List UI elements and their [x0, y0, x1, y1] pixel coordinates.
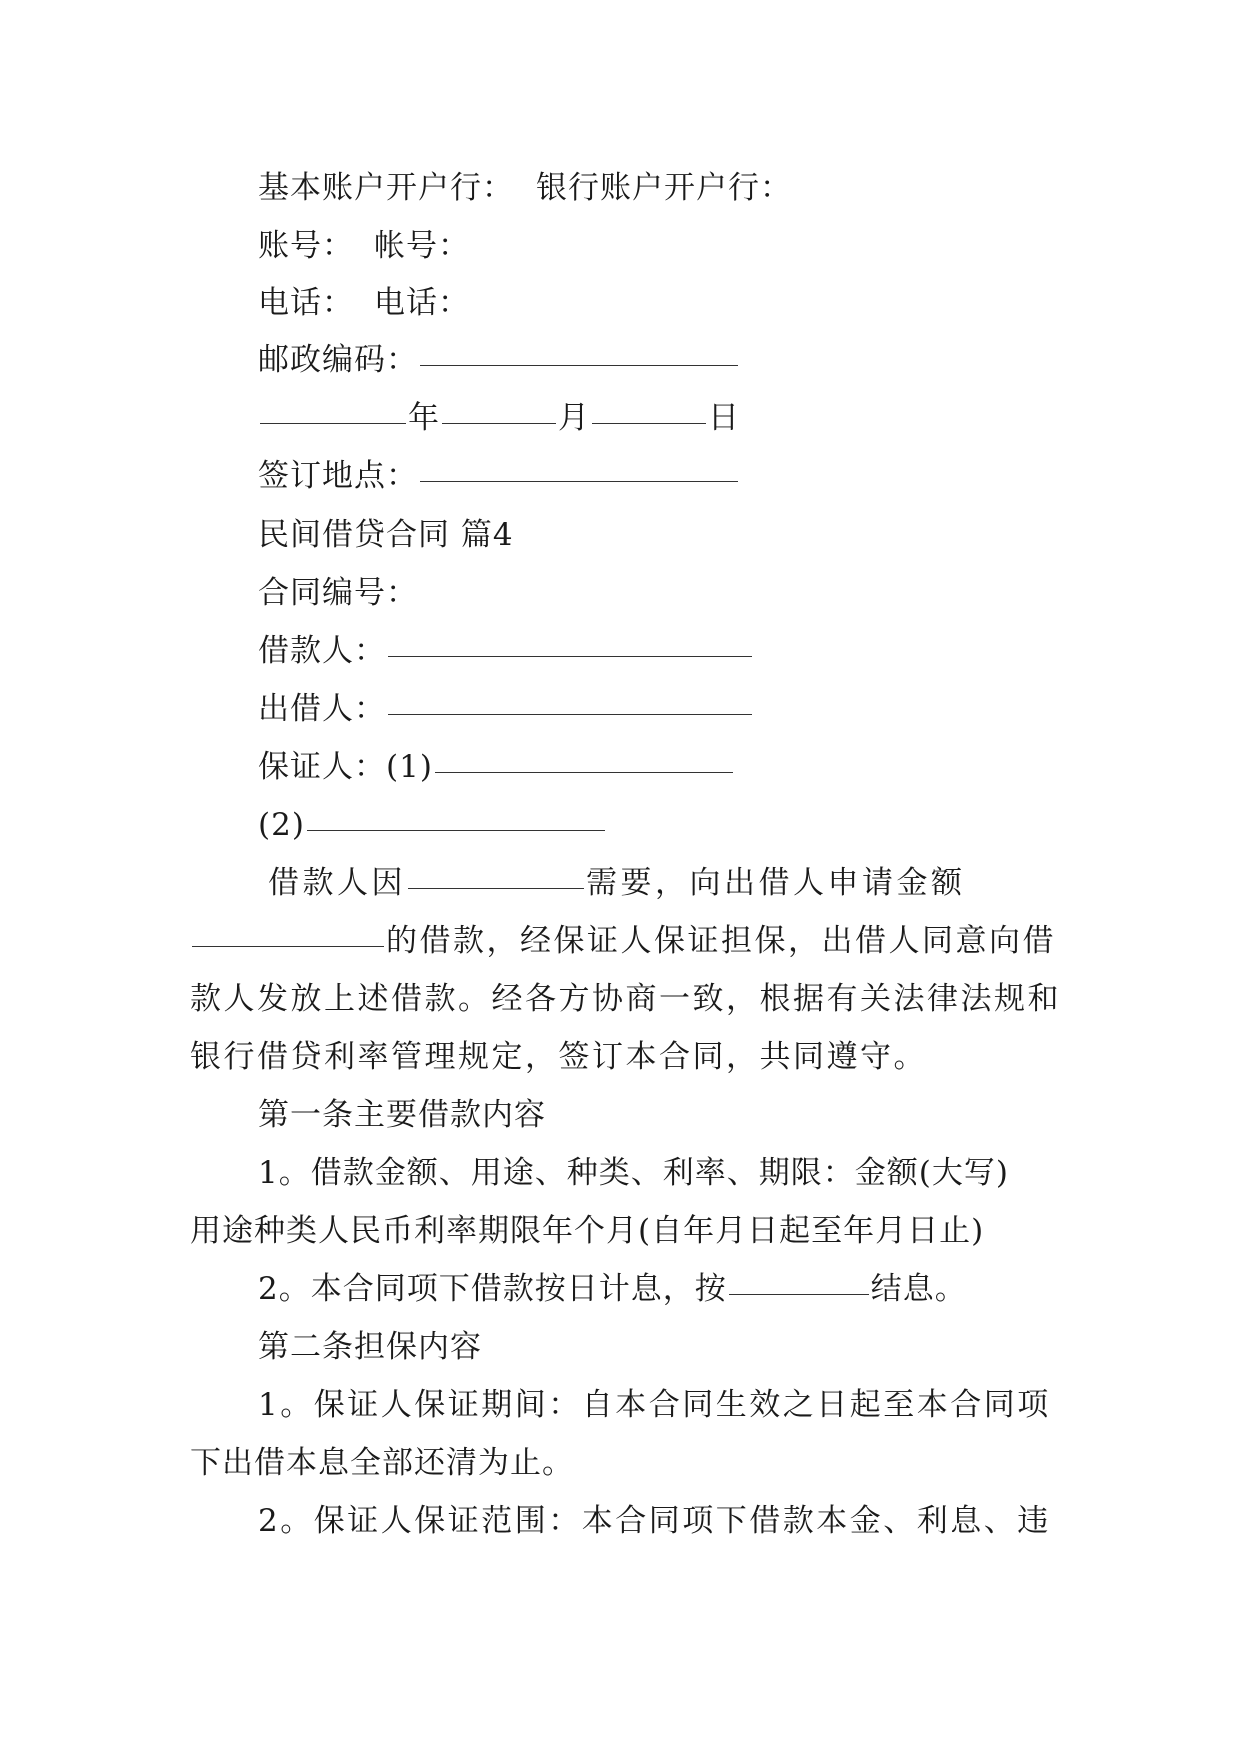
guarantor-blank-1	[435, 772, 733, 773]
settlement-text-b: 结息。	[870, 1271, 967, 1307]
phone-label: 电话：	[258, 285, 354, 321]
article-2-title: 第二条担保内容	[258, 1329, 482, 1365]
article-1-item-1-line-2: 用途种类人民币利率期限年个月(自年月日起至年月日止)	[190, 1213, 985, 1249]
month-blank	[442, 423, 556, 424]
account-number-label: 账号：	[258, 228, 354, 264]
phone-label-2: 电话：	[374, 285, 470, 321]
borrower-label: 借款人：	[258, 633, 386, 669]
sign-place-label: 签订地点：	[258, 458, 418, 494]
guarantor-line	[258, 747, 735, 787]
settlement-blank	[729, 1294, 869, 1295]
account-number-line	[258, 226, 470, 266]
article-2-item-1-line-1: 1。保证人保证期间：自本合同生效之日起至本合同项	[258, 1387, 1051, 1423]
day-blank	[592, 423, 706, 424]
article-1-title: 第一条主要借款内容	[258, 1097, 546, 1133]
lender-line	[258, 689, 754, 729]
amount-blank	[192, 946, 384, 947]
account-bank-label: 银行账户开户行：	[536, 170, 792, 206]
contract-number-label: 合同编号：	[258, 575, 418, 611]
borrower-blank	[388, 656, 752, 657]
article-2-item-1-line-2: 下出借本息全部还清为止。	[190, 1445, 574, 1481]
intro-paragraph-line-4: 银行借贷利率管理规定，签订本合同，共同遵守。	[190, 1039, 927, 1075]
date-line	[258, 398, 740, 438]
postcode-label: 邮政编码：	[258, 342, 418, 378]
intro-paragraph-line-3: 款人发放上述借款。经各方协商一致，根据有关法律法规和	[190, 981, 1061, 1017]
lender-blank	[388, 714, 752, 715]
month-label: 月	[558, 400, 590, 436]
settlement-text-a: 2。本合同项下借款按日计息，按	[258, 1271, 727, 1307]
intro-text-c: 的借款，经保证人保证担保，出借人同意向借	[386, 923, 1056, 959]
postcode-line	[258, 340, 740, 380]
guarantor-label: 保证人：(1)	[258, 749, 433, 785]
article-1-item-2	[258, 1269, 967, 1309]
intro-text-a: 借款人因	[268, 865, 406, 901]
contract-title: 民间借贷合同 篇4	[258, 517, 514, 553]
guarantor-2-line	[258, 805, 607, 845]
bank-line	[258, 168, 792, 208]
sign-place-blank	[420, 481, 738, 482]
guarantor-blank-2	[307, 830, 605, 831]
day-label: 日	[708, 400, 740, 436]
intro-paragraph-line-2	[190, 921, 1056, 961]
year-label: 年	[408, 400, 440, 436]
phone-line	[258, 283, 470, 323]
basic-bank-label: 基本账户开户行：	[258, 170, 514, 206]
year-blank	[260, 423, 406, 424]
sign-place-line	[258, 456, 740, 496]
guarantor-2-label: (2)	[258, 807, 305, 843]
borrower-line	[258, 631, 754, 671]
article-1-item-1-line-1: 1。借款金额、用途、种类、利率、期限：金额(大写)	[258, 1155, 1009, 1191]
lender-label: 出借人：	[258, 691, 386, 727]
postcode-blank	[420, 365, 738, 366]
account-number-label-2: 帐号：	[374, 228, 470, 264]
article-2-item-2: 2。保证人保证范围：本合同项下借款本金、利息、违	[258, 1503, 1051, 1539]
intro-text-b: 需要，向出借人申请金额	[586, 865, 966, 901]
purpose-blank	[408, 888, 584, 889]
intro-paragraph-line-1	[268, 863, 966, 903]
